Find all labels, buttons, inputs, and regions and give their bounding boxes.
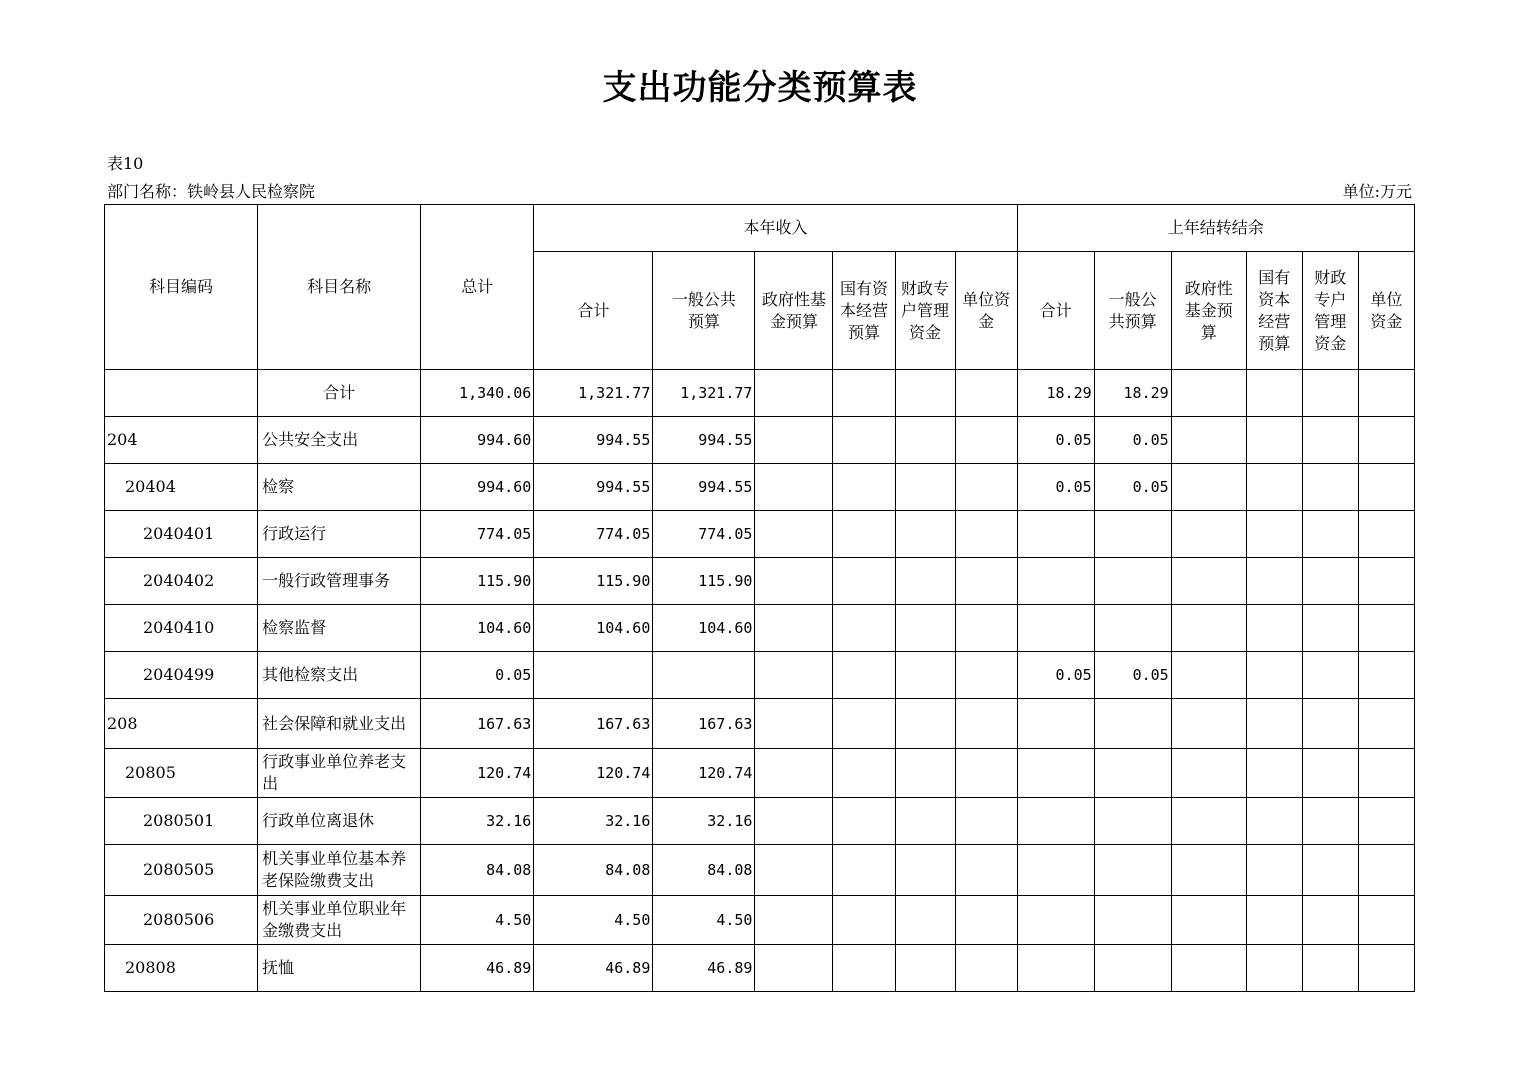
row-co-sum [1017,558,1094,605]
row-cy-fiscal-special [895,749,955,798]
header-cy-sum: 合计 [534,252,653,370]
row-cy-state-capital [833,945,895,992]
row-code [105,370,258,417]
row-co-fiscal-special [1302,798,1358,845]
row-code: 2040410 [105,605,258,652]
row-total: 1,340.06 [421,370,534,417]
row-code: 20805 [105,749,258,798]
row-cy-gov-fund [755,749,833,798]
row-co-state-capital [1246,749,1302,798]
row-code: 2080501 [105,798,258,845]
row-co-gov-fund [1171,417,1246,464]
row-cy-fiscal-special [895,417,955,464]
table-number: 表10 [107,154,144,173]
row-cy-state-capital [833,749,895,798]
row-cy-state-capital [833,896,895,945]
row-code: 2040402 [105,558,258,605]
row-cy-general: 167.63 [653,699,755,749]
header-co-fiscal-special: 财政专户管理资金 [1302,252,1358,370]
header-cy-unit: 单位资金 [955,252,1017,370]
row-code: 2080506 [105,896,258,945]
row-name: 一般行政管理事务 [258,558,421,605]
row-co-unit [1358,370,1414,417]
row-co-general [1094,511,1171,558]
row-co-general [1094,558,1171,605]
row-cy-unit [955,558,1017,605]
header-cy-fiscal-special: 财政专户管理资金 [895,252,955,370]
header-co-state-capital: 国有资本经营预算 [1246,252,1302,370]
row-cy-fiscal-special [895,511,955,558]
row-total: 120.74 [421,749,534,798]
header-carryover: 上年结转结余 [1017,205,1414,252]
table-row [105,511,1415,558]
row-co-state-capital [1246,464,1302,511]
table-row [105,945,1415,992]
row-cy-sum [534,652,653,699]
row-total: 994.60 [421,417,534,464]
row-co-fiscal-special [1302,652,1358,699]
row-cy-state-capital [833,798,895,845]
table-row [105,798,1415,845]
row-total: 774.05 [421,511,534,558]
row-co-general [1094,845,1171,896]
row-co-sum [1017,896,1094,945]
row-code: 2040401 [105,511,258,558]
row-cy-gov-fund [755,605,833,652]
row-total: 0.05 [421,652,534,699]
row-co-state-capital [1246,798,1302,845]
table-row [105,464,1415,511]
row-cy-general [653,652,755,699]
row-co-sum: 0.05 [1017,464,1094,511]
row-cy-state-capital [833,511,895,558]
row-co-general [1094,896,1171,945]
row-cy-general: 994.55 [653,464,755,511]
row-cy-sum: 774.05 [534,511,653,558]
row-cy-gov-fund [755,896,833,945]
header-cy-general: 一般公共预算 [653,252,755,370]
row-cy-state-capital [833,699,895,749]
row-co-gov-fund [1171,896,1246,945]
row-co-general [1094,605,1171,652]
row-co-fiscal-special [1302,558,1358,605]
row-cy-general: 115.90 [653,558,755,605]
row-total: 4.50 [421,896,534,945]
row-co-gov-fund [1171,699,1246,749]
row-co-sum: 18.29 [1017,370,1094,417]
row-name: 行政运行 [258,511,421,558]
table-row [105,749,1415,798]
row-cy-general: 84.08 [653,845,755,896]
row-co-unit [1358,605,1414,652]
row-cy-sum: 994.55 [534,417,653,464]
row-cy-state-capital [833,464,895,511]
row-cy-general: 46.89 [653,945,755,992]
row-co-gov-fund [1171,464,1246,511]
row-co-sum: 0.05 [1017,652,1094,699]
row-cy-unit [955,464,1017,511]
row-co-general: 0.05 [1094,652,1171,699]
row-co-general: 0.05 [1094,417,1171,464]
row-cy-unit [955,370,1017,417]
row-cy-unit [955,605,1017,652]
row-cy-general: 32.16 [653,798,755,845]
row-name: 合计 [258,370,421,417]
row-co-general [1094,699,1171,749]
row-co-gov-fund [1171,605,1246,652]
row-cy-fiscal-special [895,699,955,749]
row-cy-general: 994.55 [653,417,755,464]
row-cy-sum: 167.63 [534,699,653,749]
row-cy-sum: 1,321.77 [534,370,653,417]
row-total: 994.60 [421,464,534,511]
row-cy-state-capital [833,558,895,605]
header-co-general: 一般公共预算 [1094,252,1171,370]
row-cy-sum: 994.55 [534,464,653,511]
row-cy-sum: 32.16 [534,798,653,845]
row-co-sum: 0.05 [1017,417,1094,464]
row-cy-unit [955,845,1017,896]
row-co-unit [1358,945,1414,992]
page-title: 支出功能分类预算表 [602,68,918,108]
header-total: 总计 [421,205,534,370]
row-cy-fiscal-special [895,558,955,605]
row-co-gov-fund [1171,798,1246,845]
table-row [105,558,1415,605]
row-co-unit [1358,845,1414,896]
row-cy-sum: 104.60 [534,605,653,652]
row-cy-general: 4.50 [653,896,755,945]
row-name: 检察监督 [258,605,421,652]
header-code: 科目编码 [105,205,258,370]
row-co-sum [1017,605,1094,652]
row-name: 抚恤 [258,945,421,992]
row-co-general [1094,945,1171,992]
header-co-gov-fund: 政府性基金预算 [1171,252,1246,370]
row-co-gov-fund [1171,370,1246,417]
row-cy-unit [955,511,1017,558]
row-co-gov-fund [1171,845,1246,896]
row-co-sum [1017,511,1094,558]
row-cy-sum: 115.90 [534,558,653,605]
row-co-state-capital [1246,652,1302,699]
row-cy-gov-fund [755,652,833,699]
row-cy-gov-fund [755,798,833,845]
row-cy-general: 1,321.77 [653,370,755,417]
row-cy-fiscal-special [895,896,955,945]
budget-table [104,204,1415,992]
row-cy-sum: 4.50 [534,896,653,945]
row-name: 公共安全支出 [258,417,421,464]
row-name: 机关事业单位基本养老保险缴费支出 [258,845,421,896]
row-co-fiscal-special [1302,370,1358,417]
header-current-year: 本年收入 [534,205,1017,252]
row-cy-sum: 120.74 [534,749,653,798]
row-cy-unit [955,896,1017,945]
row-cy-state-capital [833,845,895,896]
row-co-fiscal-special [1302,945,1358,992]
row-co-state-capital [1246,845,1302,896]
row-cy-unit [955,945,1017,992]
row-co-unit [1358,798,1414,845]
row-cy-unit [955,652,1017,699]
row-co-gov-fund [1171,749,1246,798]
row-co-state-capital [1246,511,1302,558]
row-name: 行政单位离退休 [258,798,421,845]
row-co-unit [1358,464,1414,511]
row-cy-fiscal-special [895,845,955,896]
row-co-state-capital [1246,370,1302,417]
row-co-fiscal-special [1302,464,1358,511]
row-code: 204 [105,417,258,464]
header-cy-state-capital: 国有资本经营预算 [833,252,895,370]
row-co-gov-fund [1171,511,1246,558]
row-co-gov-fund [1171,558,1246,605]
table-row [105,896,1415,945]
row-cy-unit [955,749,1017,798]
row-cy-gov-fund [755,945,833,992]
table-row [105,652,1415,699]
row-co-sum [1017,749,1094,798]
row-cy-gov-fund [755,699,833,749]
header-cy-gov-fund: 政府性基金预算 [755,252,833,370]
row-cy-fiscal-special [895,464,955,511]
row-cy-sum: 46.89 [534,945,653,992]
row-co-fiscal-special [1302,845,1358,896]
row-cy-unit [955,798,1017,845]
row-code: 2080505 [105,845,258,896]
unit-label: 单位:万元 [1342,182,1412,201]
row-name: 检察 [258,464,421,511]
row-co-sum [1017,798,1094,845]
department-name: 部门名称：铁岭县人民检察院 [107,182,316,201]
row-total: 46.89 [421,945,534,992]
row-name: 其他检察支出 [258,652,421,699]
row-total: 32.16 [421,798,534,845]
row-co-gov-fund [1171,945,1246,992]
row-cy-sum: 84.08 [534,845,653,896]
row-cy-unit [955,417,1017,464]
row-cy-gov-fund [755,370,833,417]
row-co-state-capital [1246,945,1302,992]
row-code: 20404 [105,464,258,511]
row-cy-gov-fund [755,417,833,464]
row-co-fiscal-special [1302,511,1358,558]
row-cy-state-capital [833,370,895,417]
table-row [105,417,1415,464]
row-co-general [1094,749,1171,798]
row-cy-unit [955,699,1017,749]
row-co-unit [1358,417,1414,464]
row-cy-fiscal-special [895,605,955,652]
row-co-fiscal-special [1302,896,1358,945]
header-co-unit: 单位资金 [1358,252,1414,370]
row-cy-general: 120.74 [653,749,755,798]
row-co-general: 18.29 [1094,370,1171,417]
row-name: 社会保障和就业支出 [258,699,421,749]
row-cy-general: 104.60 [653,605,755,652]
row-name: 行政事业单位养老支出 [258,749,421,798]
row-co-unit [1358,511,1414,558]
row-co-gov-fund [1171,652,1246,699]
row-code: 20808 [105,945,258,992]
row-cy-state-capital [833,417,895,464]
row-co-sum [1017,699,1094,749]
row-co-unit [1358,896,1414,945]
row-co-state-capital [1246,605,1302,652]
header-co-sum: 合计 [1017,252,1094,370]
row-co-unit [1358,652,1414,699]
row-cy-fiscal-special [895,798,955,845]
row-co-state-capital [1246,699,1302,749]
row-cy-fiscal-special [895,370,955,417]
row-total: 84.08 [421,845,534,896]
row-co-state-capital [1246,417,1302,464]
row-code: 208 [105,699,258,749]
row-co-fiscal-special [1302,749,1358,798]
table-row [105,699,1415,749]
row-name: 机关事业单位职业年金缴费支出 [258,896,421,945]
row-co-state-capital [1246,558,1302,605]
row-cy-fiscal-special [895,652,955,699]
row-cy-state-capital [833,605,895,652]
header-name: 科目名称 [258,205,421,370]
table-row [105,370,1415,417]
row-total: 167.63 [421,699,534,749]
row-co-sum [1017,845,1094,896]
row-total: 115.90 [421,558,534,605]
row-co-unit [1358,699,1414,749]
row-co-fiscal-special [1302,417,1358,464]
row-co-state-capital [1246,896,1302,945]
row-code: 2040499 [105,652,258,699]
row-co-general [1094,798,1171,845]
row-co-fiscal-special [1302,605,1358,652]
row-cy-general: 774.05 [653,511,755,558]
row-cy-gov-fund [755,558,833,605]
row-cy-gov-fund [755,464,833,511]
row-cy-gov-fund [755,845,833,896]
table-row [105,845,1415,896]
row-cy-state-capital [833,652,895,699]
row-cy-fiscal-special [895,945,955,992]
row-co-fiscal-special [1302,699,1358,749]
row-co-unit [1358,558,1414,605]
table-row [105,605,1415,652]
row-co-sum [1017,945,1094,992]
row-total: 104.60 [421,605,534,652]
row-co-unit [1358,749,1414,798]
row-cy-gov-fund [755,511,833,558]
row-co-general: 0.05 [1094,464,1171,511]
